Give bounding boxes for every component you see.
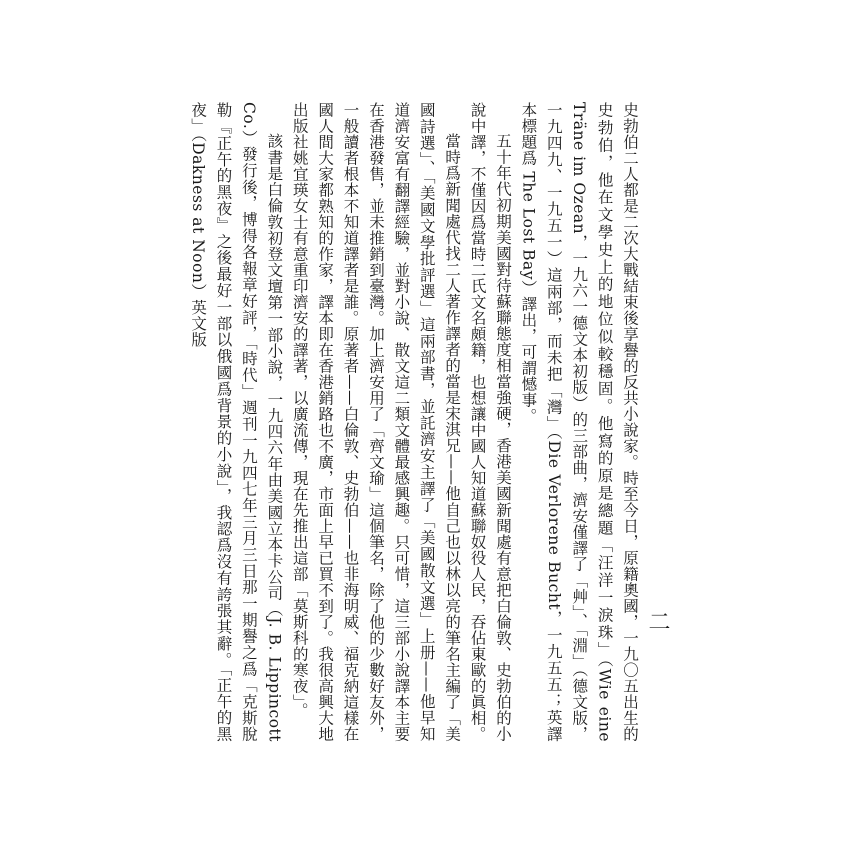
page-number: 二 xyxy=(645,610,670,632)
paragraph-2: 五十年代初期美國對待蘇聯態度相當強硬，香港美國新聞處有意把白倫敦、史勃伯的小說中譯，不僅因爲當時二氏文名頗籍，也想讓中國人知道蘇聯奴役人民，吞佔東歐的眞相。 xyxy=(468,102,512,742)
vertical-text-block xyxy=(189,102,642,742)
paragraph-4: 該書是白倫敦初登文壇第一部小說，一九四六年由美國立本卡公司（J. B. Lippincott Co.）發行後，博得各報章好評，「時代」週刊一九四七年三月三日那一期譽之爲「克斯脫勒『正午的黑夜』之後最好一部以俄國爲背景的小說」，我認爲沒有誇張其辭。「正午的黑夜」（Dakness at Noon）英文版 xyxy=(189,102,284,742)
paragraph-1: 史勃伯二人都是二次大戰結束後享譽的反共小說家。時至今日，原籍奧國，一九〇五出生的史勃伯，他在文學史上的地位似較穩固。他寫的原是總題「汪洋一淚珠」（Wie eine Träne im Ozean，一九六一德文本初版）的三部曲，濟安僅譯了「艸」、「淵」（德文版，一九四九、一九五一）這兩部，而未把「灣」（Die Verlorene Bucht，一九五五；英譯本標題爲 The Lost Bay）譯出，可謂憾事。 xyxy=(519,102,639,742)
paragraph-3: 當時爲新聞處代找二人著作譯者的當是宋淇兄——他自己也以林以亮的筆名主編了「美國詩選」、「美國文學批評選」這兩部書，並託濟安主譯了「美國散文選」上册——他早知道濟安富有翻譯經驗，並對小說、散文這二類文體最感興趣。只可惜，這三部小說譯本主要在香港發售，並未推銷到臺灣。加上濟安用了「齊文瑜」這個筆名，除了他的少數好友外，一般讀者根本不知道譯者是誰。原著者——白倫敦、史勃伯——也非海明威、福克納這樣在國人間大家都熟知的作家，譯本即在香港銷路也不廣，市面上早已買不到了。我很高興大地出版社姚宜瑛女士有意重印濟安的譯著，以廣流傳，現在先推出這部「莫斯科的寒夜」。 xyxy=(290,102,462,742)
